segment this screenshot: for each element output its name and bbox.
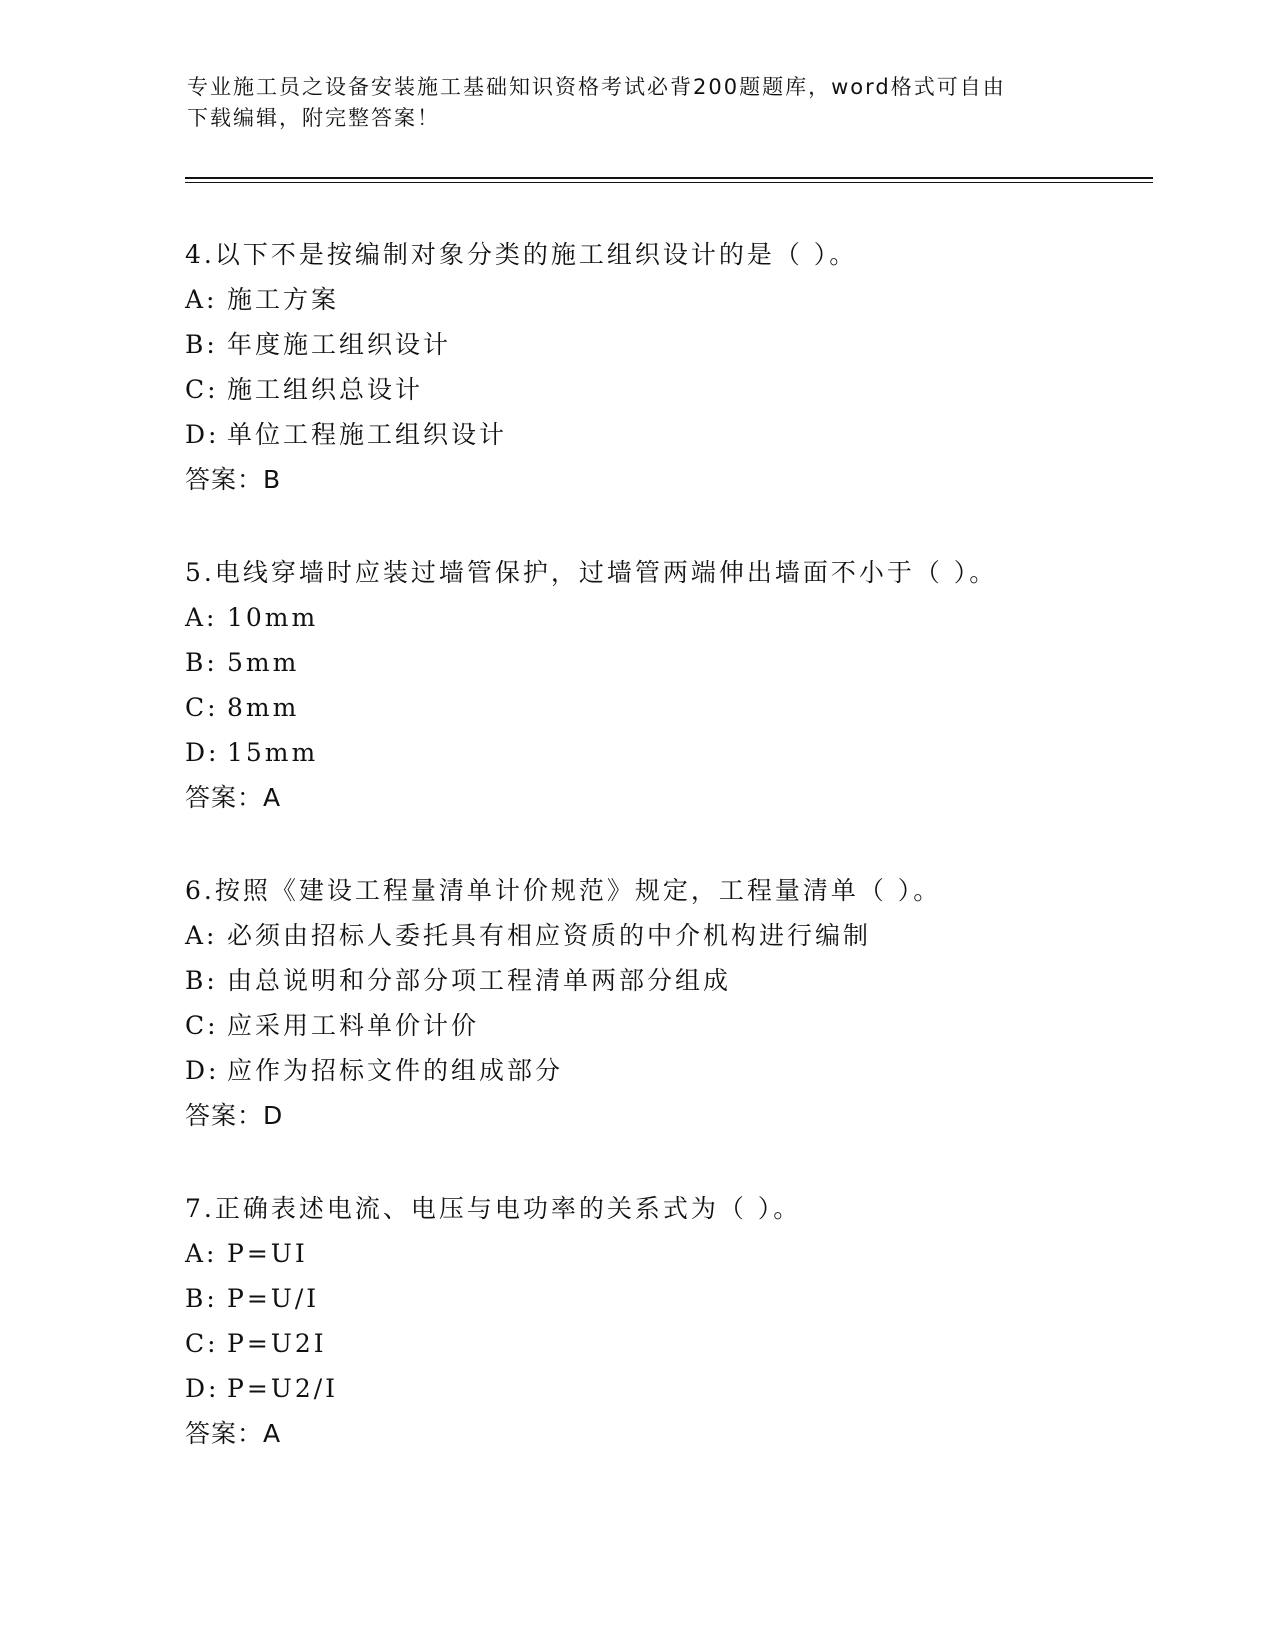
option-c [185,1003,1145,1048]
option-letter: B: [185,330,218,359]
option-letter: C: [185,375,219,404]
answer-line: 答案：A [185,1419,282,1448]
option-text: 施工组织总设计 [227,375,424,404]
option-b [185,1276,1145,1321]
option-letter: D: [185,1056,220,1085]
option-text: 应作为招标文件的组成部分 [227,1056,564,1085]
option-letter: A: [185,1239,218,1268]
option-d [185,1366,1145,1411]
question-stem: 6.按照《建设工程量清单计价规范》规定，工程量清单（ ）。 [185,876,942,905]
header-line-2: 下载编辑，附完整答案！ [187,106,440,130]
question-block [185,1186,1145,1456]
option-text: P=U2I [227,1329,327,1358]
option-letter: C: [185,1011,219,1040]
option-text: 8mm [227,693,300,722]
option-letter: B: [185,1284,218,1313]
answer-line: 答案：B [185,465,282,494]
option-text: 单位工程施工组织设计 [227,420,508,449]
question-block [185,868,1145,1138]
document-header [187,72,1087,134]
option-text: 15mm [227,738,319,767]
option-a [185,277,1145,322]
option-c [185,685,1145,730]
option-c [185,367,1145,412]
option-letter: C: [185,693,219,722]
option-a [185,913,1145,958]
option-d [185,412,1145,457]
option-text: P=U2/I [227,1374,339,1403]
option-b [185,322,1145,367]
option-text: 施工方案 [227,285,340,314]
option-d [185,730,1145,775]
option-text: 必须由招标人委托具有相应资质的中介机构进行编制 [227,921,872,950]
option-c [185,1321,1145,1366]
option-letter: A: [185,285,218,314]
option-text: P=U/I [227,1284,320,1313]
option-letter: B: [185,648,218,677]
question-block [185,550,1145,820]
option-a [185,595,1145,640]
option-text: 年度施工组织设计 [227,330,452,359]
option-text: 应采用工料单价计价 [227,1011,480,1040]
header-line-1: 专业施工员之设备安装施工基础知识资格考试必背200题题库，word格式可自由 [187,75,1006,99]
header-divider-thick [185,177,1153,179]
question-stem: 5.电线穿墙时应装过墙管保护，过墙管两端伸出墙面不小于（ ）。 [185,558,998,587]
option-text: 5mm [227,648,300,677]
answer-line: 答案：A [185,783,282,812]
option-letter: B: [185,966,218,995]
option-text: 10mm [227,603,319,632]
option-a [185,1231,1145,1276]
option-b [185,640,1145,685]
option-letter: D: [185,1374,220,1403]
option-d [185,1048,1145,1093]
option-letter: A: [185,921,218,950]
option-text: P=UI [227,1239,308,1268]
option-letter: C: [185,1329,219,1358]
question-stem: 7.正确表述电流、电压与电功率的关系式为（ ）。 [185,1194,802,1223]
option-letter: A: [185,603,218,632]
option-b [185,958,1145,1003]
answer-line: 答案：D [185,1101,284,1130]
option-letter: D: [185,420,220,449]
option-text: 由总说明和分部分项工程清单两部分组成 [227,966,732,995]
header-divider-thin [185,182,1153,183]
question-block [185,232,1145,502]
question-stem: 4.以下不是按编制对象分类的施工组织设计的是（ ）。 [185,240,858,269]
option-letter: D: [185,738,220,767]
